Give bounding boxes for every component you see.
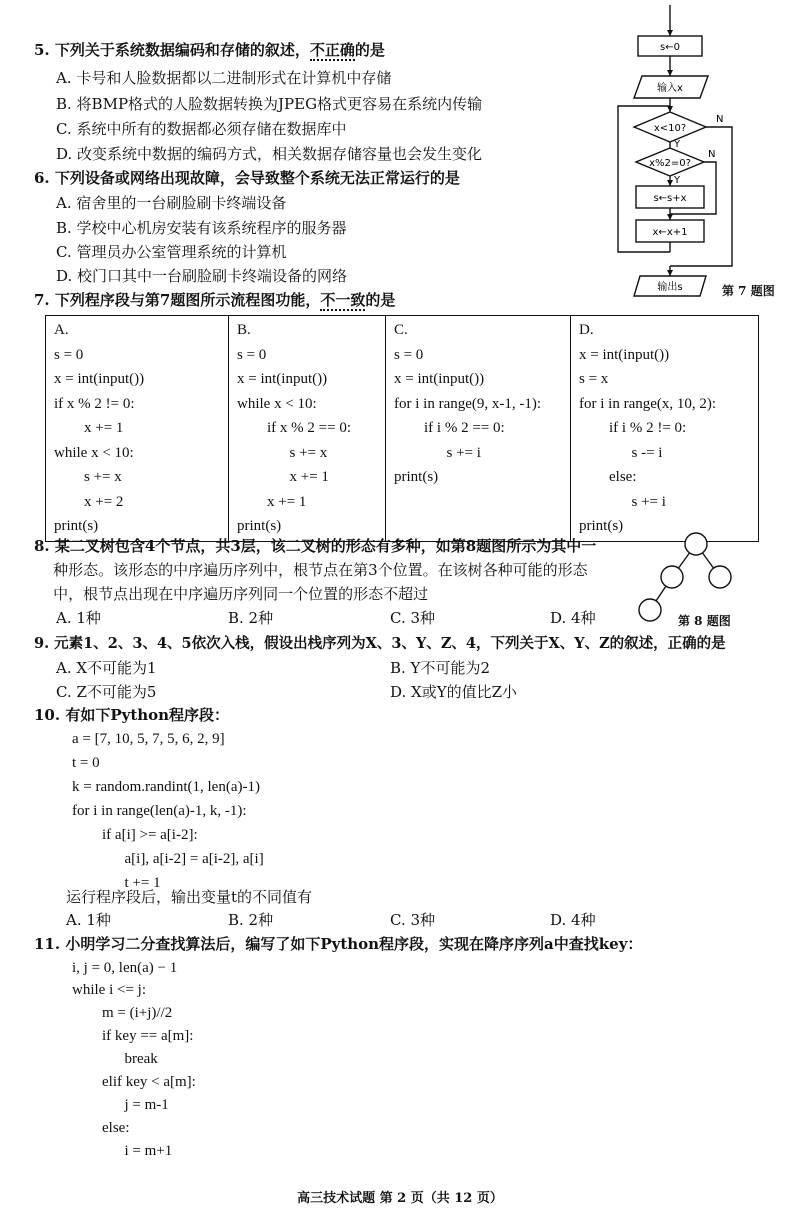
q9-option-c: C. Z不可能为5 xyxy=(56,683,157,701)
q7-emphasis: 不一致 xyxy=(320,291,366,309)
q11-stem: 11. 小明学习二分查找算法后，编写了如下Python程序段，实现在降序序列a中查找key： xyxy=(34,935,643,953)
code-line: print(s) xyxy=(579,518,624,534)
q8-figure-caption: 第 8 题图 xyxy=(678,614,731,628)
flow-increment-box: x←x+1 xyxy=(652,227,688,238)
code-line: x = int(input()) xyxy=(54,371,145,387)
q7-stem-text: 7. 下列程序段与第7题图所示流程图功能， xyxy=(34,291,321,309)
q5-stem-text: 5. 下列关于系统数据编码和存储的叙述， xyxy=(34,41,310,59)
q8-option-b: B. 2种 xyxy=(228,609,274,627)
q6-option-d: D. 校门口其中一台刷脸刷卡终端设备的网络 xyxy=(56,267,348,285)
q7-option-b xyxy=(229,316,386,542)
code-line: s = 0 xyxy=(394,346,424,363)
q11-code-line: break xyxy=(72,1051,158,1067)
q5-stem-end: 的是 xyxy=(354,41,385,59)
code-line: x += 1 xyxy=(237,493,307,510)
q10-stem: 10. 有如下Python程序段： xyxy=(34,706,230,724)
flow-init-box: s←0 xyxy=(660,42,680,53)
q6-stem: 6. 下列设备或网络出现故障，会导致整个系统无法正常运行的是 xyxy=(34,169,460,187)
code-line: if x % 2 != 0: xyxy=(54,395,135,412)
code-line: s = 0 xyxy=(237,346,267,363)
q7-options-table xyxy=(45,315,759,542)
q8-option-a: A. 1种 xyxy=(56,609,101,627)
code-line: x = int(input()) xyxy=(237,371,328,387)
page-footer: 高三技术试题 第 2 页（共 12 页） xyxy=(297,1191,503,1206)
q8-stem-line2: 种形态。该形态的中序遍历序列中，根节点在第3个位置。在该树各种可能的形态 xyxy=(34,561,588,579)
code-line: x += 2 xyxy=(54,493,124,510)
q7-option-c xyxy=(386,316,571,542)
q10-option-a: A. 1种 xyxy=(66,911,111,929)
tree-node-root xyxy=(685,533,707,555)
code-line: s = x xyxy=(579,371,609,387)
code-line: else: xyxy=(579,469,637,485)
flow-yes-label: Y xyxy=(674,175,681,186)
q6-option-a: A. 宿舍里的一台刷脸刷卡终端设备 xyxy=(56,194,287,212)
q10-code-line: a = [7, 10, 5, 7, 5, 6, 2, 9] xyxy=(72,731,225,747)
q9-option-a: A. X不可能为1 xyxy=(56,659,157,677)
q11-code-line: if key == a[m]: xyxy=(72,1028,194,1044)
flow-loop-condition: x<10? xyxy=(653,123,687,134)
q10-code-line: k = random.randint(1, len(a)-1) xyxy=(72,779,260,795)
q7-option-label: D. xyxy=(579,322,594,338)
tree-node-left xyxy=(661,566,683,588)
flow-no-label: N xyxy=(708,149,716,160)
code-line xyxy=(394,490,564,515)
code-line: while x < 10: xyxy=(54,444,134,461)
q10-code-line: a[i], a[i-2] = a[i-2], a[i] xyxy=(72,851,264,867)
q5-emphasis: 不正确 xyxy=(309,41,355,59)
code-line: s -= i xyxy=(579,444,663,461)
code-line: while x < 10: xyxy=(237,395,317,412)
flow-no-label: N xyxy=(716,114,724,125)
flow-input-box: 输入x xyxy=(657,83,683,94)
q7-option-label: B. xyxy=(237,322,251,338)
q7-stem-end: 的是 xyxy=(365,291,396,309)
q7-figure-caption: 第 7 题图 xyxy=(722,284,775,298)
code-line: s += i xyxy=(394,444,481,461)
q8-option-d: D. 4种 xyxy=(550,609,596,627)
q5-option-b: B. 将BMP格式的人脸数据转换为JPEG格式更容易在系统内传输 xyxy=(56,95,483,113)
code-line: print(s) xyxy=(54,518,99,534)
code-line: print(s) xyxy=(394,469,439,485)
q7-option-label: A. xyxy=(54,322,69,338)
code-line: x += 1 xyxy=(54,420,124,436)
q7-option-label: C. xyxy=(394,322,408,338)
flow-sum-box: s←s+x xyxy=(653,193,687,204)
code-line: if x % 2 == 0: xyxy=(237,420,351,436)
code-line: x += 1 xyxy=(237,469,329,485)
q8-stem-line3: 中，根节点出现在中序遍历序列同一个位置的形态不超过 xyxy=(34,585,429,603)
q11-code-line: else: xyxy=(72,1120,130,1136)
q10-option-d: D. 4种 xyxy=(550,911,596,929)
q11-code-line: m = (i+j)//2 xyxy=(72,1005,173,1021)
q10-code-line: t = 0 xyxy=(72,755,100,771)
flow-output-box: 输出s xyxy=(657,282,683,293)
q11-code-line: while i <= j: xyxy=(72,982,146,998)
q5-option-a: A. 卡号和人脸数据都以二进制形式在计算机中存储 xyxy=(56,69,392,87)
code-line: if i % 2 != 0: xyxy=(579,420,687,436)
code-line: x = int(input()) xyxy=(579,346,670,363)
q5-stem xyxy=(34,40,385,60)
q10-code-line: if a[i] >= a[i-2]: xyxy=(72,827,198,843)
code-line: if i % 2 == 0: xyxy=(394,420,505,436)
q7-stem xyxy=(34,290,395,310)
q9-stem: 9. 元素1、2、3、4、5依次入栈，假设出栈序列为X、3、Y、Z、4，下列关于X、Y、Z的叙述，正确的是 xyxy=(34,635,726,652)
q7-flowchart xyxy=(600,0,800,300)
tree-node-right xyxy=(709,566,731,588)
q6-option-b: B. 学校中心机房安装有该系统程序的服务器 xyxy=(56,219,347,237)
q10-after-text: 运行程序段后，输出变量t的不同值有 xyxy=(66,888,313,906)
q7-option-d xyxy=(571,316,759,542)
q10-option-b: B. 2种 xyxy=(228,911,274,929)
code-line: for i in range(x, 10, 2): xyxy=(579,395,717,412)
q10-code-line: t += 1 xyxy=(72,875,161,891)
q7-option-a xyxy=(46,316,229,542)
flow-yes-label: Y xyxy=(674,139,681,150)
code-line: for i in range(9, x-1, -1): xyxy=(394,395,542,412)
tree-node-left-left xyxy=(639,599,661,621)
q10-option-c: C. 3种 xyxy=(390,911,436,929)
q8-stem-line1: 8. 某二叉树包含4个节点，共3层，该二叉树的形态有多种，如第8题图所示为其中一 xyxy=(34,537,597,555)
q8-option-c: C. 3种 xyxy=(390,609,436,627)
q9-option-b: B. Y不可能为2 xyxy=(390,659,491,677)
code-line: x = int(input()) xyxy=(394,371,485,387)
q11-code-line: j = m-1 xyxy=(72,1097,169,1113)
q5-option-d: D. 改变系统中数据的编码方式，相关数据存储容量也会发生变化 xyxy=(56,145,483,163)
q11-code-line: i = m+1 xyxy=(72,1143,173,1159)
q11-code-line: i, j = 0, len(a) − 1 xyxy=(72,960,178,976)
code-line: s += i xyxy=(579,493,666,510)
code-line: print(s) xyxy=(237,518,282,534)
q10-code-line: for i in range(len(a)-1, k, -1): xyxy=(72,803,247,819)
q11-code-line: elif key < a[m]: xyxy=(72,1074,196,1090)
code-line: s += x xyxy=(54,469,122,485)
code-line: s += x xyxy=(237,444,328,461)
q5-option-c: C. 系统中所有的数据都必须存储在数据库中 xyxy=(56,120,347,138)
q9-option-d: D. X或Y的值比Z小 xyxy=(390,683,518,701)
q6-option-c: C. 管理员办公室管理系统的计算机 xyxy=(56,243,287,261)
code-line: s = 0 xyxy=(54,346,84,363)
flow-even-condition: x%2=0? xyxy=(649,158,691,169)
code-line xyxy=(394,514,564,539)
